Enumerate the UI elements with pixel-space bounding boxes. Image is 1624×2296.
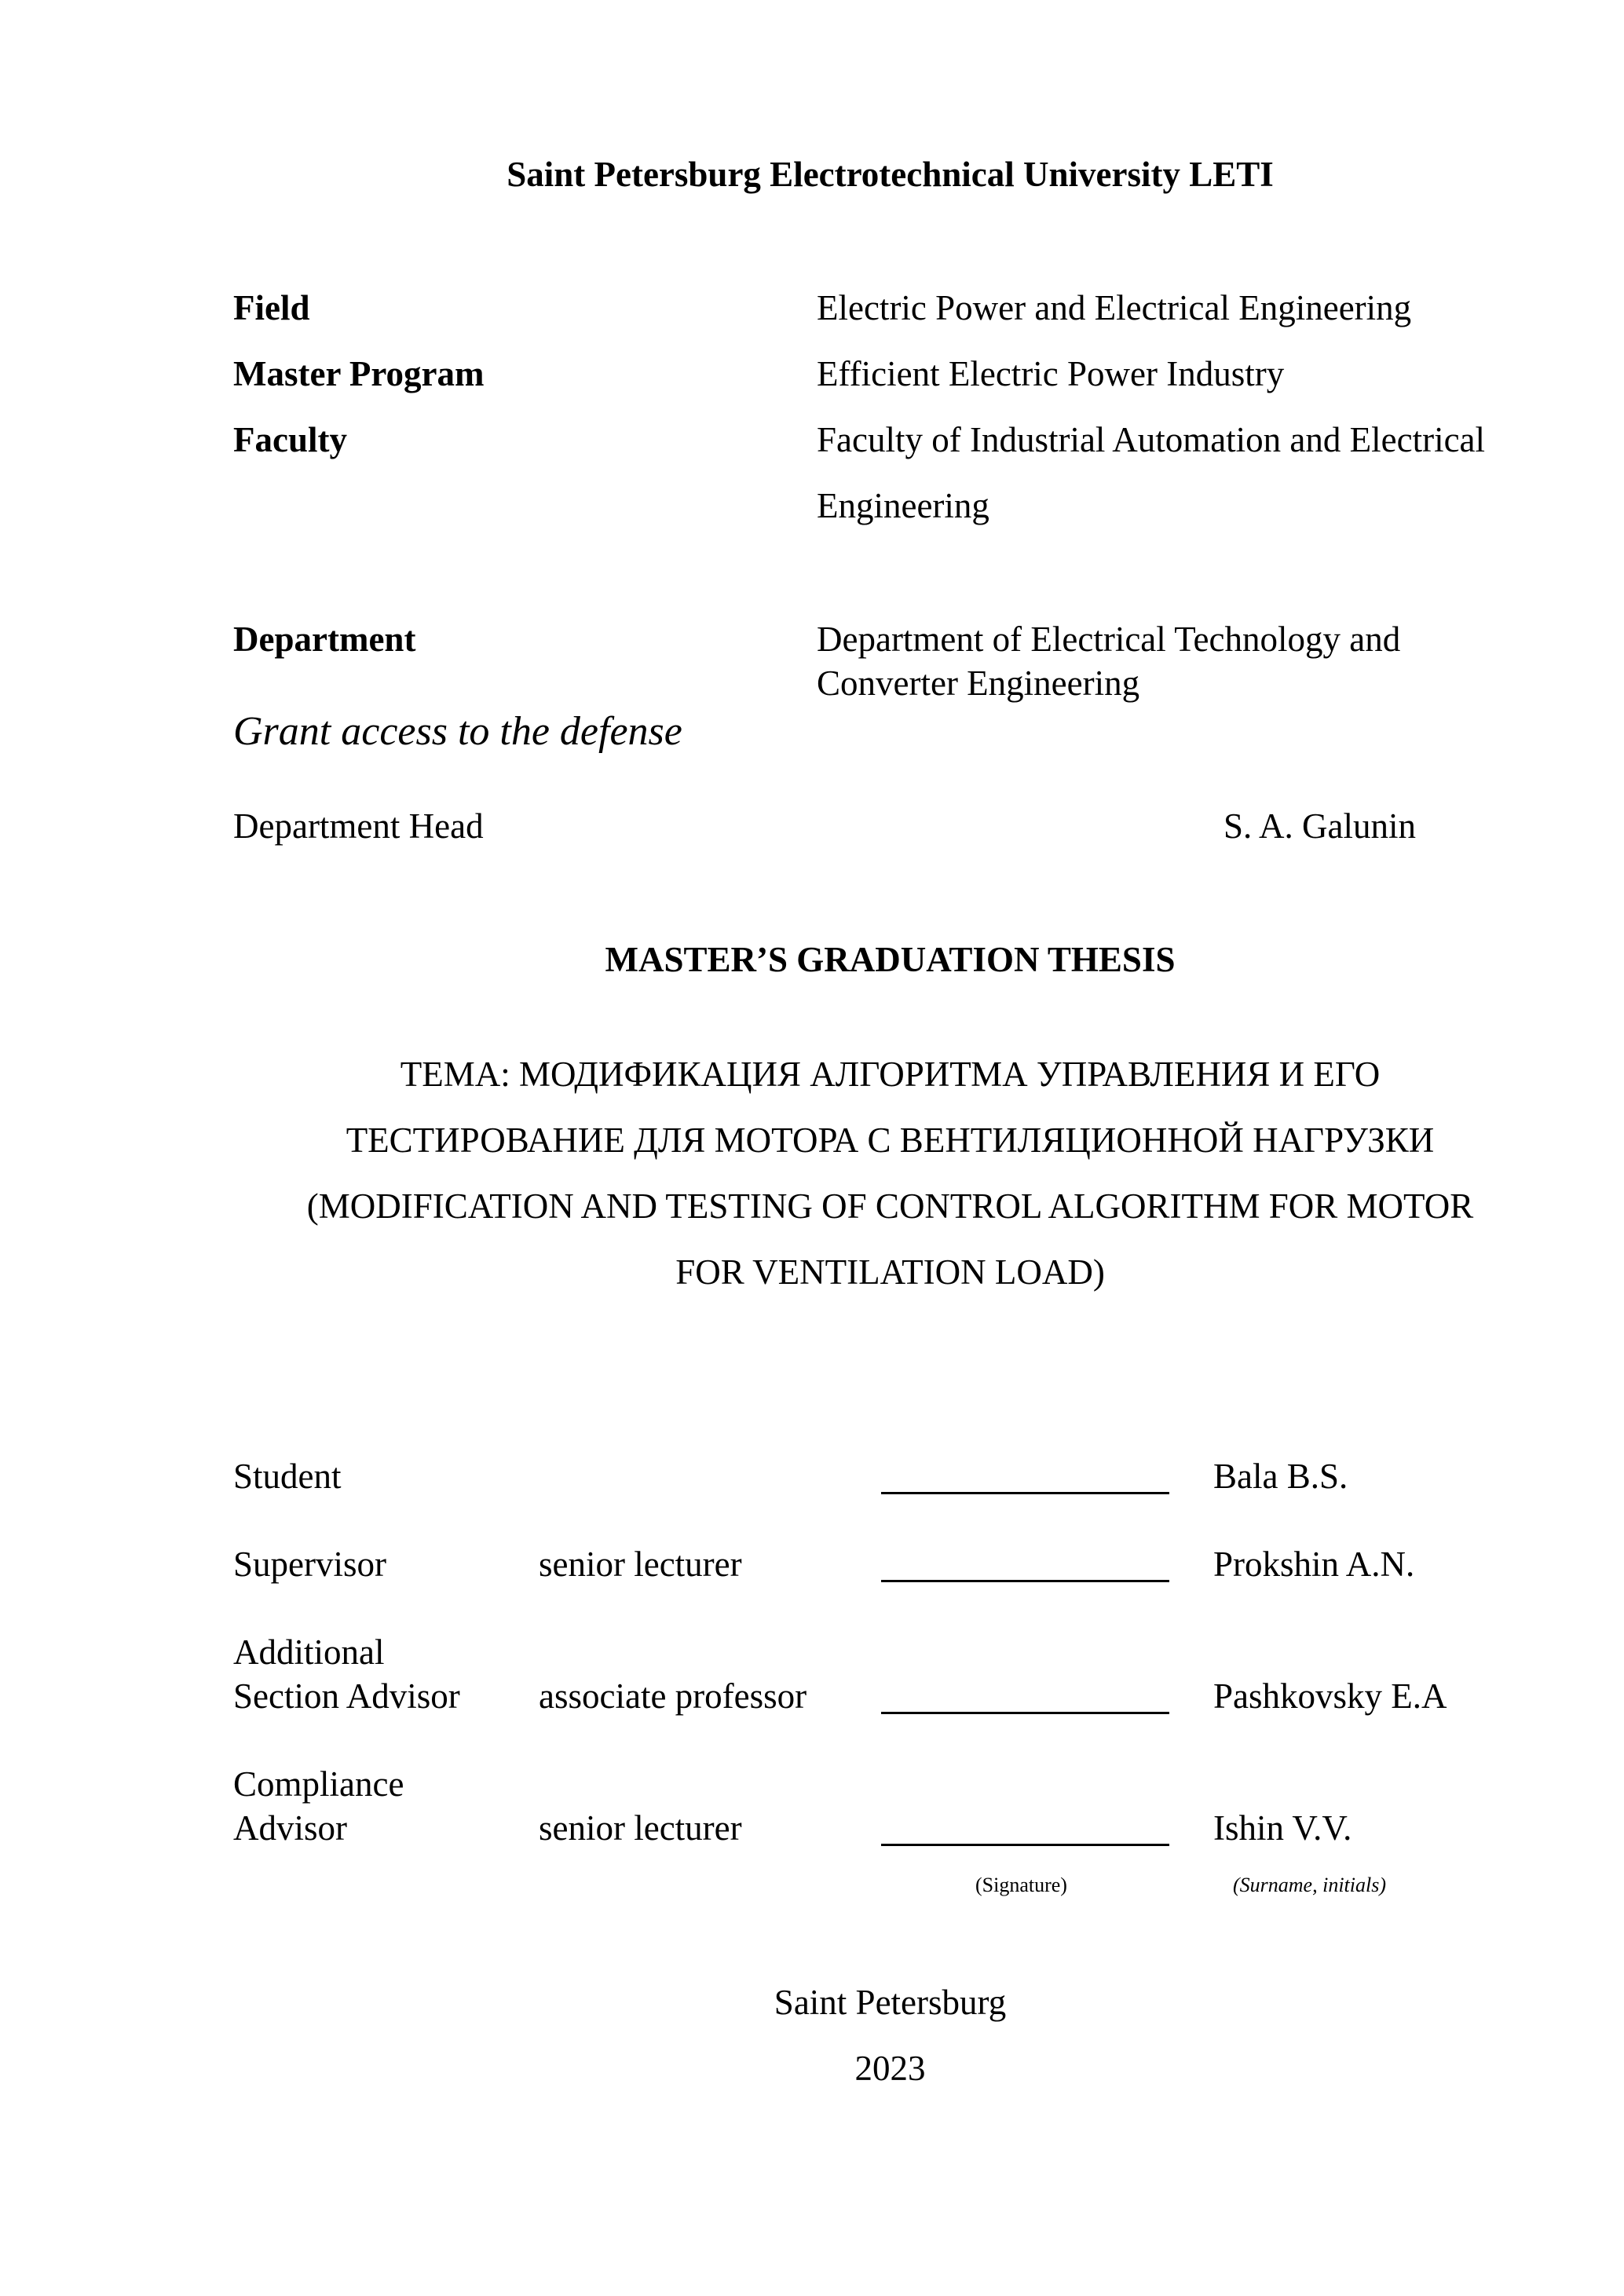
surname-caption: (Surname, initials) <box>1233 1874 1386 1896</box>
signatory-role: Advisor <box>233 1808 347 1848</box>
field-value: Electric Power and Electrical Engineering <box>817 288 1412 327</box>
university-name: Saint Petersburg Electrotechnical University LETI <box>507 155 1274 194</box>
signature-line <box>881 1492 1169 1494</box>
signatory-position: senior lecturer <box>539 1808 742 1848</box>
signature-line <box>881 1712 1169 1714</box>
field-label: Field <box>233 288 310 327</box>
signatory-position: senior lecturer <box>539 1545 742 1584</box>
faculty-value-line1: Faculty of Industrial Automation and Electrical <box>817 420 1486 459</box>
grant-access-text: Grant access to the defense <box>233 709 682 754</box>
footer-city: Saint Petersburg <box>774 1983 1007 2022</box>
program-label: Master Program <box>233 354 485 393</box>
signatory-role: Supervisor <box>233 1545 386 1584</box>
program-value: Efficient Electric Power Industry <box>817 354 1285 393</box>
faculty-label: Faculty <box>233 420 347 459</box>
signatory-role-line1: Compliance <box>233 1764 404 1804</box>
signatory-name: Ishin V.V. <box>1213 1808 1352 1848</box>
footer-year: 2023 <box>854 2049 926 2088</box>
department-value-line2: Converter Engineering <box>817 664 1140 703</box>
signatory-name: Prokshin A.N. <box>1213 1545 1415 1584</box>
department-label: Department <box>233 620 416 659</box>
department-value-line1: Department of Electrical Technology and <box>817 620 1401 659</box>
signature-line <box>881 1580 1169 1582</box>
signatory-name: Pashkovsky E.A <box>1213 1676 1447 1716</box>
thesis-title-line: FOR VENTILATION LOAD) <box>675 1252 1105 1292</box>
signature-caption: (Signature) <box>975 1874 1067 1896</box>
thesis-heading: MASTER’S GRADUATION THESIS <box>605 940 1176 979</box>
signatory-role-line1: Additional <box>233 1632 385 1672</box>
signature-line <box>881 1844 1169 1846</box>
faculty-value-line2: Engineering <box>817 486 989 525</box>
signatory-role: Student <box>233 1457 342 1496</box>
department-head-label: Department Head <box>233 806 484 846</box>
signatory-name: Bala B.S. <box>1213 1457 1348 1496</box>
signatory-role: Section Advisor <box>233 1676 460 1716</box>
thesis-title-line: (MODIFICATION AND TESTING OF CONTROL ALGORITHM FOR MOTOR <box>306 1186 1474 1226</box>
thesis-title-line: ТЕСТИРОВАНИЕ ДЛЯ МОТОРА С ВЕНТИЛЯЦИОННОЙ НАГРУЗКИ <box>346 1121 1435 1160</box>
thesis-title-line: ТЕМА: МОДИФИКАЦИЯ АЛГОРИТМА УПРАВЛЕНИЯ И ЕГО <box>400 1055 1381 1094</box>
department-head-name: S. A. Galunin <box>1223 806 1417 846</box>
signatory-position: associate professor <box>539 1676 807 1716</box>
